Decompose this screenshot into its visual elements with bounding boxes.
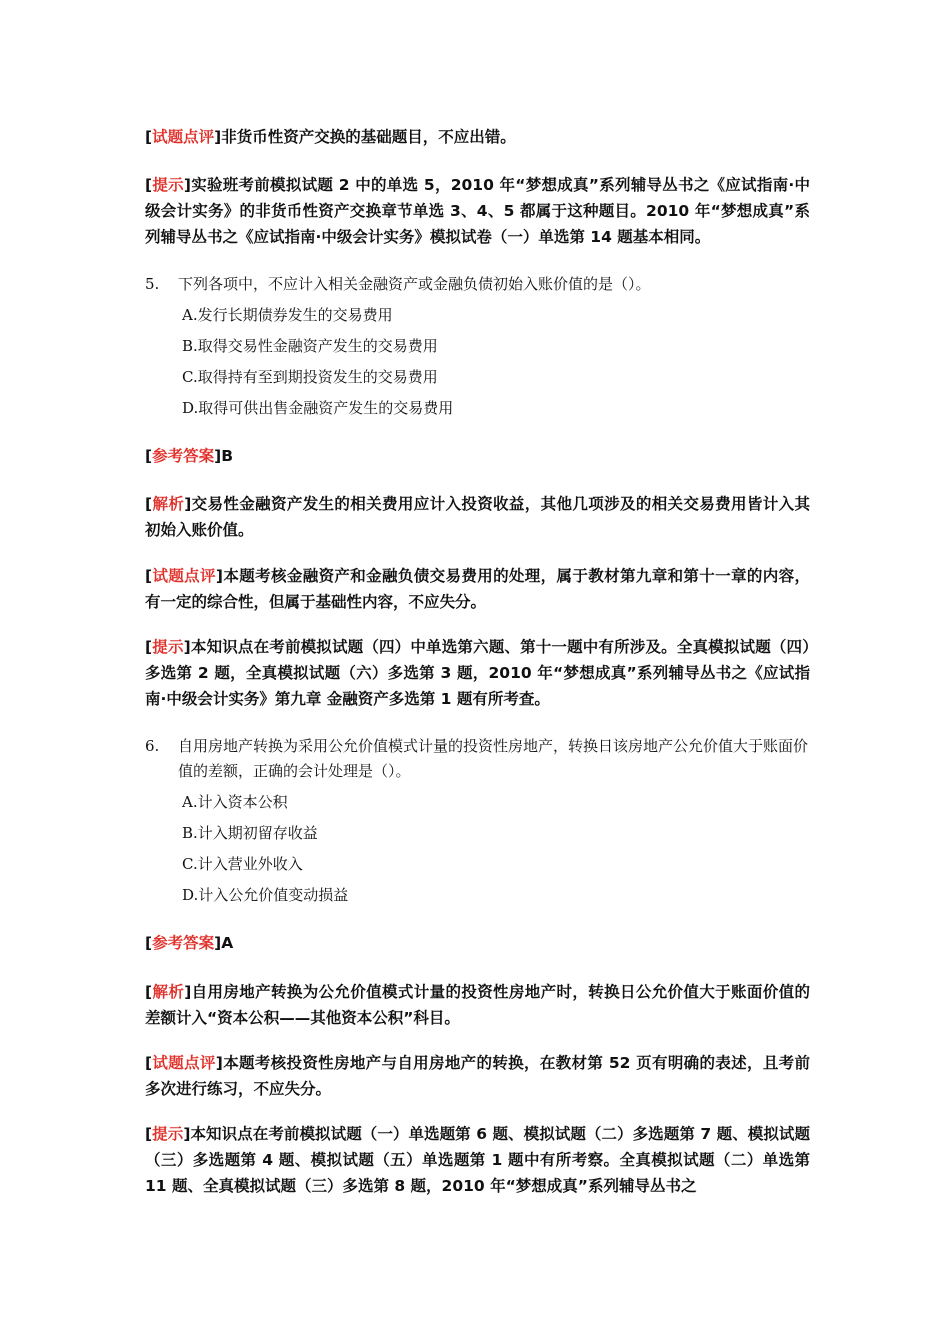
answer-note: [参考答案]B [145,447,234,465]
review-note: [试题点评]本题考核投资性房地产与自用房地产的转换，在教材第 52 页有明确的表述，且考前多次进行练习，不应失分。 [145,1054,810,1098]
option-b: B.取得交易性金融资产发生的交易费用 [182,337,438,355]
option-b: B.计入期初留存收益 [182,824,318,842]
option-a: A.发行长期债券发生的交易费用 [182,306,393,324]
review-note: [试题点评]非货币性资产交换的基础题目，不应出错。 [145,128,516,146]
question-number: 5. [145,275,160,293]
analysis-note: [解析]交易性金融资产发生的相关费用应计入投资收益，其他几项涉及的相关交易费用皆计入其初始入账价值。 [145,495,810,539]
question-text: 下列各项中，不应计入相关金融资产或金融负债初始入账价值的是（）。 [178,275,651,293]
option-d: D.取得可供出售金融资产发生的交易费用 [182,399,454,417]
option-c: C.取得持有至到期投资发生的交易费用 [182,368,438,386]
question-number: 6. [145,737,160,755]
option-a: A.计入资本公积 [182,793,288,811]
question-text: 自用房地产转换为采用公允价值模式计量的投资性房地产，转换日该房地产公允价值大于账面价值的差额，正确的会计处理是（）。 [178,737,809,780]
hint-note: [提示]本知识点在考前模拟试题（一）单选题第 6 题、模拟试题（二）多选题第 7 题、模拟试题（三）多选题第 4 题、模拟试题（五）单选题第 1 题中有所考察。全真模拟试题（二）单选第 11 题、全真模拟试题（三）多选第 8 题，2010 年“梦想成真”系列辅导丛书之 [145,1125,810,1195]
hint-note: [提示]实验班考前模拟试题 2 中的单选 5，2010 年“梦想成真”系列辅导丛书之《应试指南·中级会计实务》的非货币性资产交换章节单选 3、4、5 都属于这种题目。2010 年“梦想成真”系列辅导丛书之《应试指南·中级会计实务》模拟试卷（一）单选第 14 题基本相同。 [145,176,810,246]
option-c: C.计入营业外收入 [182,855,303,873]
analysis-note: [解析]自用房地产转换为公允价值模式计量的投资性房地产时，转换日公允价值大于账面价值的差额计入“资本公积——其他资本公积”科目。 [145,983,810,1027]
review-note: [试题点评]本题考核金融资产和金融负债交易费用的处理，属于教材第九章和第十一章的内容，有一定的综合性，但属于基础性内容，不应失分。 [145,567,810,611]
answer-note: [参考答案]A [145,934,234,952]
hint-note: [提示]本知识点在考前模拟试题（四）中单选第六题、第十一题中有所涉及。全真模拟试题（四）多选第 2 题，全真模拟试题（六）多选第 3 题，2010 年“梦想成真”系列辅导丛书之《应试指南·中级会计实务》第九章 金融资产多选第 1 题有所考查。 [145,638,810,708]
hint-tag: 提示 [152,176,184,194]
review-tag: 试题点评 [152,128,215,146]
option-d: D.计入公允价值变动损益 [182,886,349,904]
